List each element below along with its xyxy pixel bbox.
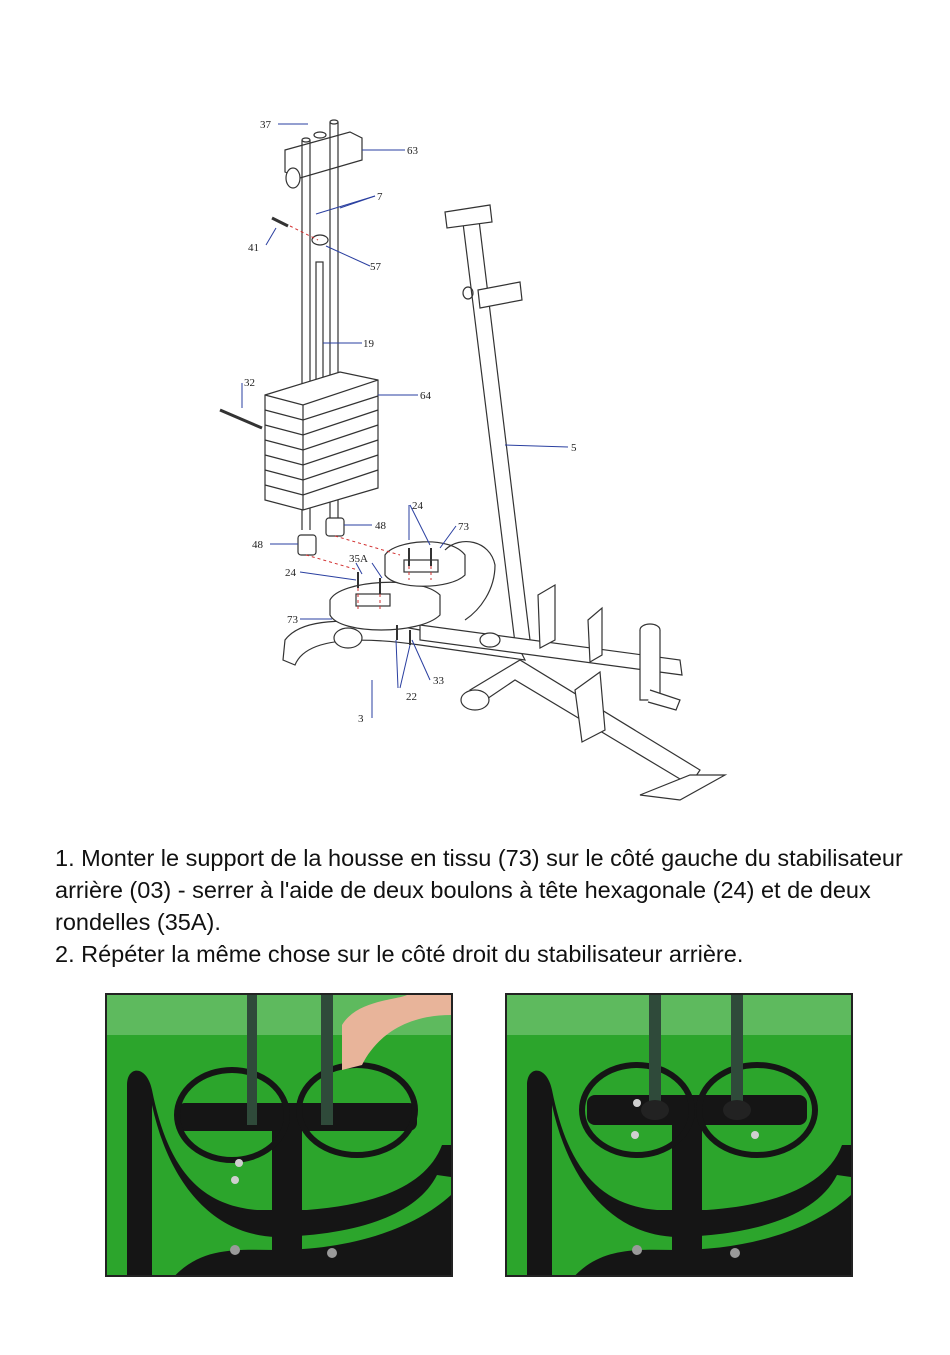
part-label-63: 63: [407, 145, 418, 157]
part-label-7: 7: [377, 191, 383, 203]
part-label-33: 33: [433, 675, 444, 687]
part-label-24-top: 24: [412, 500, 423, 512]
part-label-35a: 35A: [349, 553, 368, 565]
part-label-73-top: 73: [458, 521, 469, 533]
part-label-41: 41: [248, 242, 259, 254]
part-label-48-right: 48: [375, 520, 386, 532]
part-label-37: 37: [260, 119, 271, 131]
part-label-32: 32: [244, 377, 255, 389]
assembly-photo-before: [105, 993, 453, 1277]
instruction-step-2: 2. Répéter la même chose sur le côté droit du stabilisateur arrière.: [55, 941, 744, 967]
part-label-73-left: 73: [287, 614, 298, 626]
part-label-57: 57: [370, 261, 381, 273]
part-label-5: 5: [571, 442, 577, 454]
instruction-step-1: 1. Monter le support de la housse en tissu (73) sur le côté gauche du stabilisateur arrière (03) - serrer à l'aide de deux boulons à tête hexagonale (24) et de deux rondelles (35A).: [55, 845, 903, 935]
assembly-photo-after: [505, 993, 853, 1277]
part-label-64: 64: [420, 390, 431, 402]
part-label-22: 22: [406, 691, 417, 703]
part-label-24-left: 24: [285, 567, 296, 579]
part-label-19: 19: [363, 338, 374, 350]
instructions: [55, 842, 915, 970]
part-label-3: 3: [358, 713, 364, 725]
part-label-48-left: 48: [252, 539, 263, 551]
